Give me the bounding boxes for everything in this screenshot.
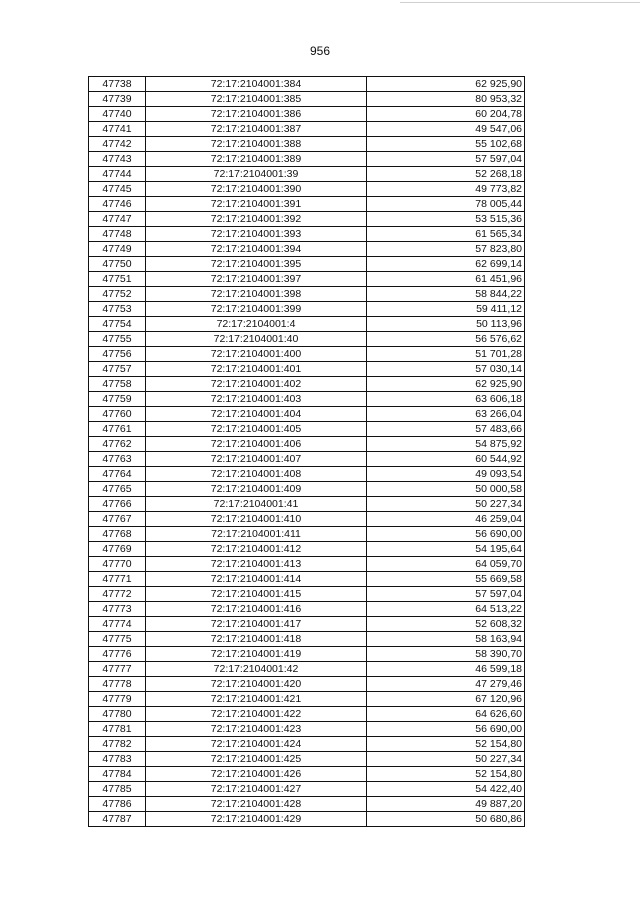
value-cell: 63 606,18 (367, 392, 525, 407)
value-cell: 63 266,04 (367, 407, 525, 422)
value-cell: 58 390,70 (367, 647, 525, 662)
cadastral-number-cell: 72:17:2104001:395 (146, 257, 367, 272)
row-number-cell: 47761 (89, 422, 146, 437)
row-number-cell: 47742 (89, 137, 146, 152)
cadastral-number-cell: 72:17:2104001:410 (146, 512, 367, 527)
value-cell: 64 513,22 (367, 602, 525, 617)
row-number-cell: 47779 (89, 692, 146, 707)
value-cell: 54 195,64 (367, 542, 525, 557)
value-cell: 61 451,96 (367, 272, 525, 287)
table-row (89, 482, 525, 497)
row-number-cell: 47760 (89, 407, 146, 422)
table-row (89, 647, 525, 662)
table-row (89, 632, 525, 647)
row-number-cell: 47778 (89, 677, 146, 692)
cadastral-number-cell: 72:17:2104001:42 (146, 662, 367, 677)
table-row (89, 287, 525, 302)
table-row (89, 752, 525, 767)
value-cell: 49 887,20 (367, 797, 525, 812)
row-number-cell: 47744 (89, 167, 146, 182)
value-cell: 54 875,92 (367, 437, 525, 452)
cadastral-number-cell: 72:17:2104001:391 (146, 197, 367, 212)
cadastral-number-cell: 72:17:2104001:424 (146, 737, 367, 752)
value-cell: 55 102,68 (367, 137, 525, 152)
table-row (89, 167, 525, 182)
row-number-cell: 47753 (89, 302, 146, 317)
cadastral-number-cell: 72:17:2104001:405 (146, 422, 367, 437)
row-number-cell: 47751 (89, 272, 146, 287)
cadastral-number-cell: 72:17:2104001:416 (146, 602, 367, 617)
value-cell: 61 565,34 (367, 227, 525, 242)
row-number-cell: 47758 (89, 377, 146, 392)
table-row (89, 392, 525, 407)
table-row (89, 797, 525, 812)
value-cell: 51 701,28 (367, 347, 525, 362)
cadastral-number-cell: 72:17:2104001:426 (146, 767, 367, 782)
value-cell: 49 547,06 (367, 122, 525, 137)
cadastral-number-cell: 72:17:2104001:411 (146, 527, 367, 542)
cadastral-number-cell: 72:17:2104001:422 (146, 707, 367, 722)
cadastral-number-cell: 72:17:2104001:400 (146, 347, 367, 362)
row-number-cell: 47785 (89, 782, 146, 797)
value-cell: 52 268,18 (367, 167, 525, 182)
table-row (89, 512, 525, 527)
table-row (89, 662, 525, 677)
table-row (89, 782, 525, 797)
value-cell: 57 030,14 (367, 362, 525, 377)
cadastral-number-cell: 72:17:2104001:41 (146, 497, 367, 512)
value-cell: 52 154,80 (367, 737, 525, 752)
table-row (89, 692, 525, 707)
table-row (89, 602, 525, 617)
cadastral-number-cell: 72:17:2104001:421 (146, 692, 367, 707)
value-cell: 57 483,66 (367, 422, 525, 437)
cadastral-number-cell: 72:17:2104001:384 (146, 77, 367, 92)
cadastral-number-cell: 72:17:2104001:388 (146, 137, 367, 152)
cadastral-number-cell: 72:17:2104001:40 (146, 332, 367, 347)
row-number-cell: 47755 (89, 332, 146, 347)
row-number-cell: 47787 (89, 812, 146, 827)
row-number-cell: 47757 (89, 362, 146, 377)
row-number-cell: 47745 (89, 182, 146, 197)
row-number-cell: 47772 (89, 587, 146, 602)
cadastral-number-cell: 72:17:2104001:403 (146, 392, 367, 407)
value-cell: 49 093,54 (367, 467, 525, 482)
row-number-cell: 47754 (89, 317, 146, 332)
table-row (89, 527, 525, 542)
cadastral-number-cell: 72:17:2104001:425 (146, 752, 367, 767)
table-row (89, 557, 525, 572)
cadastral-number-cell: 72:17:2104001:404 (146, 407, 367, 422)
table-row (89, 707, 525, 722)
table-row (89, 227, 525, 242)
table-row (89, 722, 525, 737)
value-cell: 64 626,60 (367, 707, 525, 722)
value-cell: 50 680,86 (367, 812, 525, 827)
row-number-cell: 47743 (89, 152, 146, 167)
table-row (89, 272, 525, 287)
row-number-cell: 47759 (89, 392, 146, 407)
value-cell: 60 544,92 (367, 452, 525, 467)
row-number-cell: 47771 (89, 572, 146, 587)
value-cell: 57 597,04 (367, 587, 525, 602)
table-row (89, 152, 525, 167)
table-row (89, 452, 525, 467)
row-number-cell: 47770 (89, 557, 146, 572)
table-row (89, 737, 525, 752)
table-row (89, 107, 525, 122)
value-cell: 58 844,22 (367, 287, 525, 302)
value-cell: 62 925,90 (367, 377, 525, 392)
value-cell: 55 669,58 (367, 572, 525, 587)
cadastral-number-cell: 72:17:2104001:406 (146, 437, 367, 452)
cadastral-number-cell: 72:17:2104001:399 (146, 302, 367, 317)
cadastral-number-cell: 72:17:2104001:398 (146, 287, 367, 302)
row-number-cell: 47776 (89, 647, 146, 662)
row-number-cell: 47768 (89, 527, 146, 542)
table-row (89, 497, 525, 512)
page-number: 956 (309, 44, 331, 58)
value-cell: 50 113,96 (367, 317, 525, 332)
cadastral-number-cell: 72:17:2104001:414 (146, 572, 367, 587)
cadastral-number-cell: 72:17:2104001:420 (146, 677, 367, 692)
row-number-cell: 47775 (89, 632, 146, 647)
table-row (89, 302, 525, 317)
value-cell: 64 059,70 (367, 557, 525, 572)
table-row (89, 212, 525, 227)
value-cell: 50 227,34 (367, 752, 525, 767)
row-number-cell: 47764 (89, 467, 146, 482)
cadastral-number-cell: 72:17:2104001:402 (146, 377, 367, 392)
row-number-cell: 47740 (89, 107, 146, 122)
table-row (89, 542, 525, 557)
cadastral-number-cell: 72:17:2104001:418 (146, 632, 367, 647)
row-number-cell: 47766 (89, 497, 146, 512)
registry-table (88, 76, 525, 827)
cadastral-number-cell: 72:17:2104001:415 (146, 587, 367, 602)
cadastral-number-cell: 72:17:2104001:409 (146, 482, 367, 497)
cadastral-number-cell: 72:17:2104001:428 (146, 797, 367, 812)
table-row (89, 422, 525, 437)
row-number-cell: 47741 (89, 122, 146, 137)
value-cell: 62 699,14 (367, 257, 525, 272)
value-cell: 52 154,80 (367, 767, 525, 782)
row-number-cell: 47777 (89, 662, 146, 677)
cadastral-number-cell: 72:17:2104001:427 (146, 782, 367, 797)
cadastral-number-cell: 72:17:2104001:390 (146, 182, 367, 197)
table-row (89, 377, 525, 392)
table-row (89, 407, 525, 422)
row-number-cell: 47780 (89, 707, 146, 722)
table-row (89, 617, 525, 632)
row-number-cell: 47774 (89, 617, 146, 632)
value-cell: 67 120,96 (367, 692, 525, 707)
cadastral-number-cell: 72:17:2104001:419 (146, 647, 367, 662)
table-row (89, 362, 525, 377)
table-row (89, 332, 525, 347)
value-cell: 78 005,44 (367, 197, 525, 212)
row-number-cell: 47784 (89, 767, 146, 782)
row-number-cell: 47782 (89, 737, 146, 752)
cadastral-number-cell: 72:17:2104001:39 (146, 167, 367, 182)
registry-table-body (89, 77, 525, 827)
table-row (89, 587, 525, 602)
value-cell: 53 515,36 (367, 212, 525, 227)
table-row (89, 182, 525, 197)
cadastral-number-cell: 72:17:2104001:407 (146, 452, 367, 467)
row-number-cell: 47773 (89, 602, 146, 617)
value-cell: 80 953,32 (367, 92, 525, 107)
row-number-cell: 47749 (89, 242, 146, 257)
table-row (89, 137, 525, 152)
table-row (89, 242, 525, 257)
cadastral-number-cell: 72:17:2104001:4 (146, 317, 367, 332)
value-cell: 49 773,82 (367, 182, 525, 197)
table-row (89, 467, 525, 482)
row-number-cell: 47738 (89, 77, 146, 92)
cadastral-number-cell: 72:17:2104001:408 (146, 467, 367, 482)
value-cell: 50 000,58 (367, 482, 525, 497)
table-row (89, 677, 525, 692)
table-row (89, 812, 525, 827)
scan-edge-line (400, 2, 640, 3)
row-number-cell: 47763 (89, 452, 146, 467)
table-row (89, 122, 525, 137)
value-cell: 59 411,12 (367, 302, 525, 317)
row-number-cell: 47783 (89, 752, 146, 767)
table-row (89, 767, 525, 782)
value-cell: 52 608,32 (367, 617, 525, 632)
table-row (89, 317, 525, 332)
row-number-cell: 47739 (89, 92, 146, 107)
cadastral-number-cell: 72:17:2104001:386 (146, 107, 367, 122)
cadastral-number-cell: 72:17:2104001:389 (146, 152, 367, 167)
value-cell: 46 259,04 (367, 512, 525, 527)
row-number-cell: 47756 (89, 347, 146, 362)
row-number-cell: 47752 (89, 287, 146, 302)
value-cell: 50 227,34 (367, 497, 525, 512)
cadastral-number-cell: 72:17:2104001:397 (146, 272, 367, 287)
table-row (89, 92, 525, 107)
value-cell: 57 597,04 (367, 152, 525, 167)
row-number-cell: 47747 (89, 212, 146, 227)
cadastral-number-cell: 72:17:2104001:392 (146, 212, 367, 227)
value-cell: 60 204,78 (367, 107, 525, 122)
cadastral-number-cell: 72:17:2104001:401 (146, 362, 367, 377)
row-number-cell: 47781 (89, 722, 146, 737)
row-number-cell: 47762 (89, 437, 146, 452)
value-cell: 58 163,94 (367, 632, 525, 647)
value-cell: 46 599,18 (367, 662, 525, 677)
cadastral-number-cell: 72:17:2104001:387 (146, 122, 367, 137)
value-cell: 56 690,00 (367, 527, 525, 542)
cadastral-number-cell: 72:17:2104001:394 (146, 242, 367, 257)
row-number-cell: 47786 (89, 797, 146, 812)
table-row (89, 77, 525, 92)
cadastral-number-cell: 72:17:2104001:412 (146, 542, 367, 557)
row-number-cell: 47765 (89, 482, 146, 497)
value-cell: 56 576,62 (367, 332, 525, 347)
table-row (89, 437, 525, 452)
cadastral-number-cell: 72:17:2104001:417 (146, 617, 367, 632)
table-row (89, 257, 525, 272)
cadastral-number-cell: 72:17:2104001:393 (146, 227, 367, 242)
cadastral-number-cell: 72:17:2104001:429 (146, 812, 367, 827)
cadastral-number-cell: 72:17:2104001:423 (146, 722, 367, 737)
value-cell: 54 422,40 (367, 782, 525, 797)
value-cell: 47 279,46 (367, 677, 525, 692)
row-number-cell: 47767 (89, 512, 146, 527)
row-number-cell: 47748 (89, 227, 146, 242)
table-row (89, 347, 525, 362)
value-cell: 57 823,80 (367, 242, 525, 257)
row-number-cell: 47769 (89, 542, 146, 557)
table-row (89, 572, 525, 587)
value-cell: 62 925,90 (367, 77, 525, 92)
row-number-cell: 47750 (89, 257, 146, 272)
row-number-cell: 47746 (89, 197, 146, 212)
cadastral-number-cell: 72:17:2104001:413 (146, 557, 367, 572)
cadastral-number-cell: 72:17:2104001:385 (146, 92, 367, 107)
table-row (89, 197, 525, 212)
value-cell: 56 690,00 (367, 722, 525, 737)
